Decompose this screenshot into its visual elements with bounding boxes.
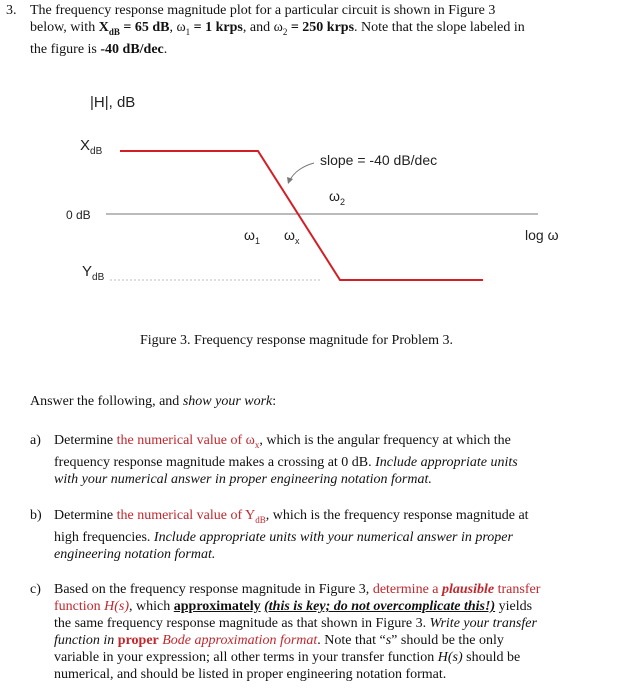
- slope-pointer-head: [287, 177, 293, 184]
- slope-label: slope = -40 dB/dec: [320, 152, 438, 168]
- zero-db-label: 0 dB: [66, 208, 91, 222]
- w2-label: $\omega_2$: [329, 188, 345, 207]
- problem-number: 3.: [6, 3, 17, 18]
- part-b-label: b): [30, 508, 42, 523]
- problem-line-3: the figure is -40 dB/dec.: [30, 41, 168, 57]
- slope-pointer: [290, 163, 314, 180]
- part-b-text: Determine the numerical value of $Y_{dB}$, which is the frequency response magnitude at high frequencies. Include appropriate units with your numerical answer in proper engineering notation format.: [54, 508, 529, 562]
- y-axis-label: |H|, dB: [90, 94, 136, 111]
- wx-label: $\omega_x$: [284, 227, 300, 246]
- x-axis-label: log ω: [525, 227, 559, 243]
- part-a-label: a): [30, 433, 41, 448]
- w1-label: $\omega_1$: [244, 227, 260, 246]
- xdb-label: $X_{dB}$: [80, 137, 103, 157]
- part-a-text: Determine the numerical value of $\omega_x$, which is the angular frequency at which the frequency response magnitude makes a crossing at 0 dB. Include appropriate units with your numerical answer in proper engineering notation format.: [54, 433, 518, 487]
- ydb-label: $Y_{dB}$: [82, 263, 105, 283]
- answer-intro: Answer the following, and show your work:: [30, 394, 277, 409]
- part-c-label: c): [30, 582, 41, 597]
- problem-line-1: The frequency response magnitude plot for a particular circuit is shown in Figure 3: [30, 3, 496, 18]
- problem-line-2: below, with $X_{dB} = 65$ dB, $\omega_1 = 1$ krps, and $\omega_2 = 250$ krps. Note that the slope labeled in: [30, 20, 525, 37]
- magnitude-curve: [120, 151, 483, 280]
- part-c-text: Based on the frequency response magnitude in Figure 3, determine a plausible transfer function H(s), which approximately (this is key; do not overcomplicate this!) yields the same frequency response magnitude as that shown in Figure 3. Write your transfer function in proper Bode approximation format. Note that “s” should be the only variable in your expression; all other terms in your transfer function H(s) should be numerical, and should be listed in proper engineering notation format.: [54, 582, 541, 682]
- figure-caption: Figure 3. Frequency response magnitude for Problem 3.: [140, 333, 453, 348]
